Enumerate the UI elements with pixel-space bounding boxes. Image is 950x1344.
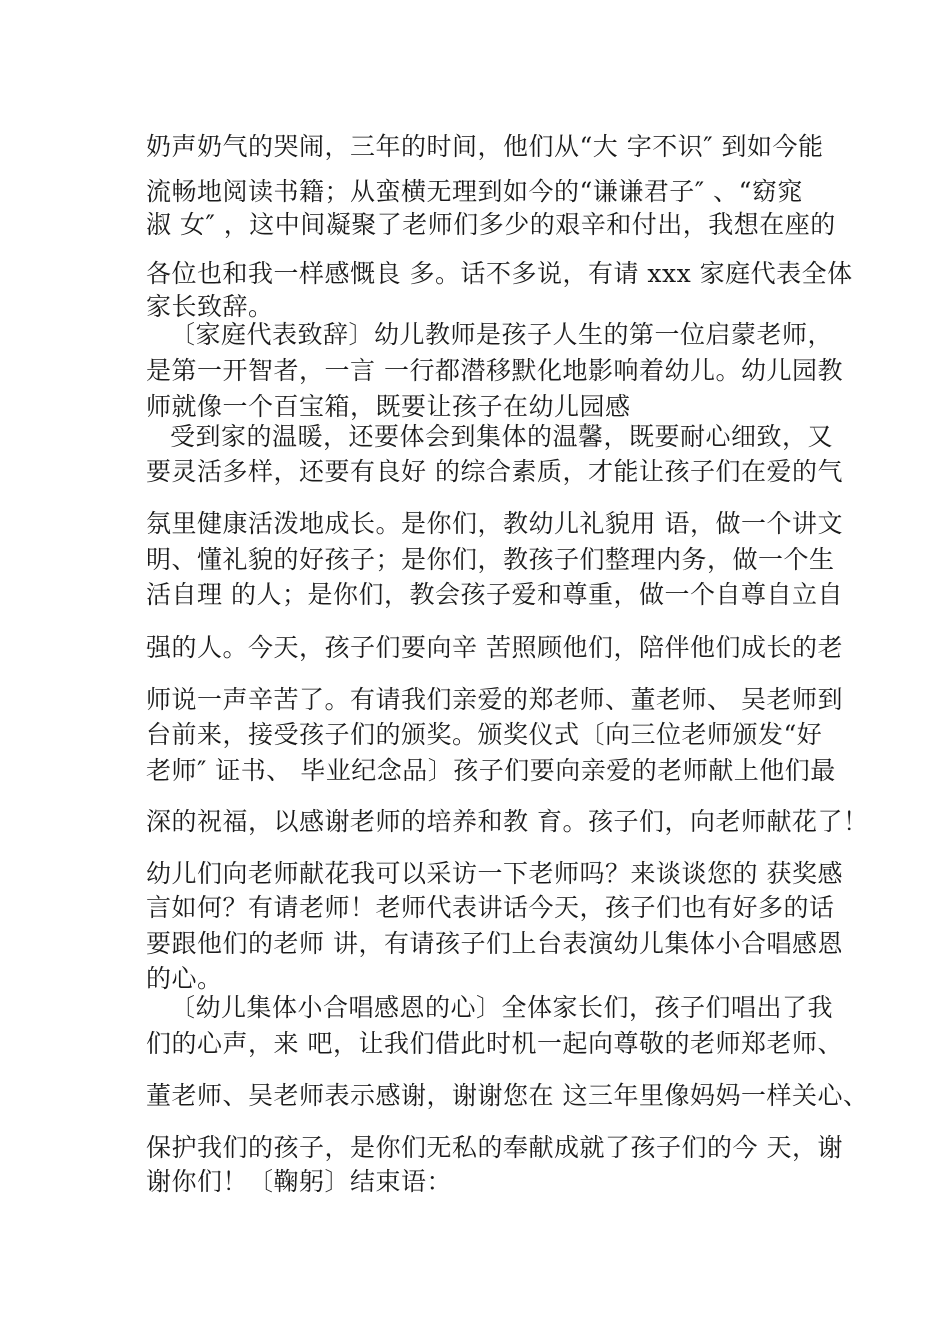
text-line: 奶声奶气的哭闹，三年的时间，他们从“大 字不识″ 到如今能 [146, 132, 824, 161]
text-line: 老师″ 证书、 毕业纪念品〕孩子们要向亲爱的老师献上他们最 [146, 756, 836, 785]
text-line: 家长致辞。 [146, 292, 274, 321]
paragraph-start-line: 〔家庭代表致辞〕幼儿教师是孩子人生的第一位启蒙老师， [170, 320, 834, 349]
text-line: 幼儿们向老师献花我可以采访一下老师吗？来谈谈您的 获奖感 [146, 859, 843, 888]
text-line: 活自理 的人；是你们，教会孩子爱和尊重，做一个自尊自立自 [146, 580, 843, 609]
text-line: 台前来，接受孩子们的颁奖。颁奖仪式〔向三位老师颁发“好 [146, 720, 823, 749]
text-line: 是第一开智者，一言 一行都潜移默化地影响着幼儿。幼儿园教 [146, 356, 843, 385]
text-line: 的心。 [146, 964, 223, 993]
text-line: 各位也和我一样感慨良 多。话不多说，有请 xxx 家庭代表全体 [146, 259, 853, 288]
text-line: 师说一声辛苦了。有请我们亲爱的郑老师、董老师、 吴老师到 [146, 685, 843, 714]
text-line: 流畅地阅读书籍；从蛮横无理到如今的“谦谦君子″ 、“窈窕 [146, 177, 803, 206]
text-line: 氛里健康活泼地成长。是你们，教幼儿礼貌用 语，做一个讲文 [146, 509, 843, 538]
paragraph-start-line: 〔幼儿集体小合唱感恩的心〕全体家长们，孩子们唱出了我 [170, 993, 834, 1022]
text-line: 深的祝福，以感谢老师的培养和教 育。孩子们，向老师献花了！ [146, 807, 869, 836]
text-line: 保护我们的孩子，是你们无私的奉献成就了孩子们的今 天，谢 [146, 1133, 843, 1162]
text-line: 淑 女″ ，这中间凝聚了老师们多少的艰辛和付出，我想在座的 [146, 210, 836, 239]
text-line: 要灵活多样，还要有良好 的综合素质，才能让孩子们在爱的气 [146, 457, 843, 486]
text-line: 们的心声，来 吧，让我们借此时机一起向尊敬的老师郑老师、 [146, 1029, 843, 1058]
text-line: 言如何？有请老师！老师代表讲话今天，孩子们也有好多的话 [146, 893, 835, 922]
text-line: 强的人。今天，孩子们要向辛 苦照顾他们，陪伴他们成长的老 [146, 633, 843, 662]
paragraph-start-line: 受到家的温暖，还要体会到集体的温馨，既要耐心细致，又 [170, 422, 834, 451]
text-line: 师就像一个百宝箱，既要让孩子在幼儿园感 [146, 392, 631, 421]
text-line: 董老师、吴老师表示感谢，谢谢您在 这三年里像妈妈一样关心、 [146, 1081, 869, 1110]
text-line: 谢你们！〔鞠躬〕结束语： [146, 1167, 453, 1196]
text-line: 要跟他们的老师 讲，有请孩子们上台表演幼儿集体小合唱感恩 [146, 929, 843, 958]
text-line: 明、懂礼貌的好孩子；是你们，教孩子们整理内务，做一个生 [146, 545, 835, 574]
